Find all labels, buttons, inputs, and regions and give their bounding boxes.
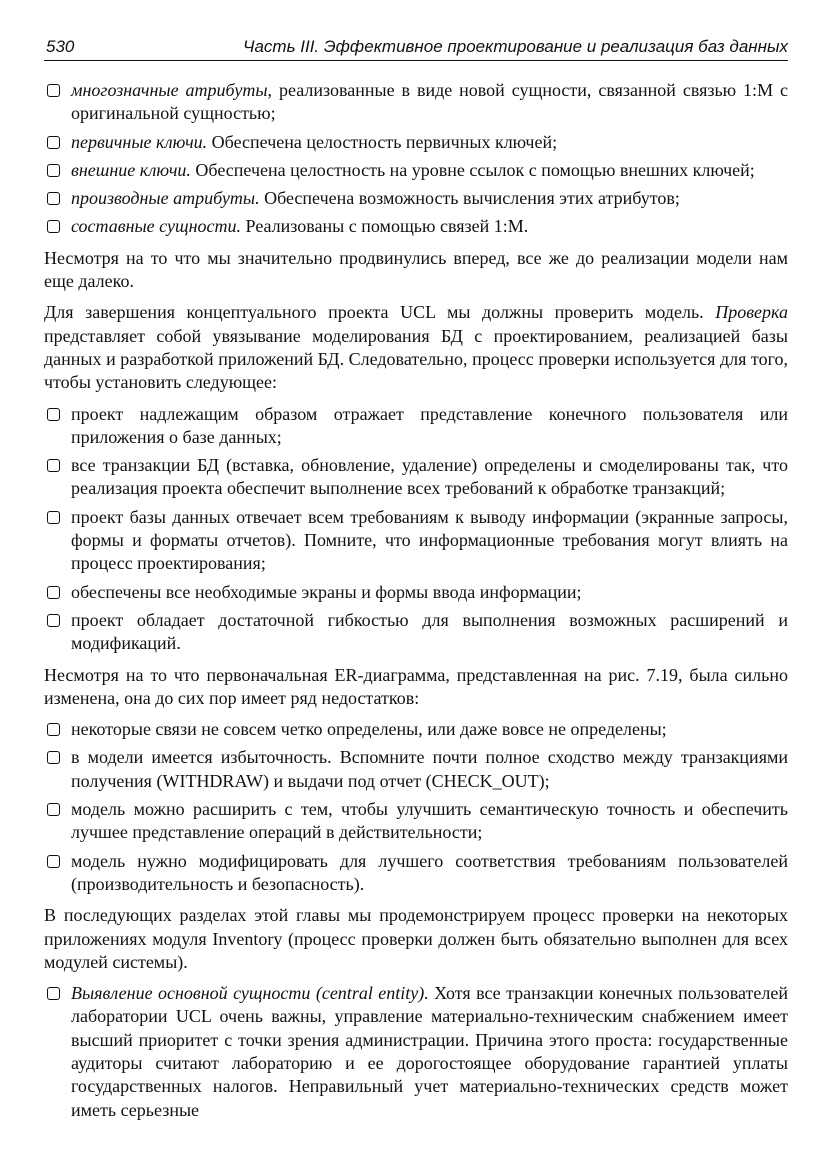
paragraph bbox=[44, 301, 788, 394]
checkbox-bullet-icon bbox=[47, 192, 60, 205]
item-text: , реализованные в виде новой сущности, связанной связью 1:М с оригинальной сущностью; bbox=[71, 80, 788, 124]
paragraph: В последующих разделах этой главы мы продемонстрируем процесс проверки на некоторых приложениях модуля Inventory (процесс проверки должен быть обязательно выполнен для всех модулей системы). bbox=[44, 905, 788, 972]
running-header bbox=[44, 36, 788, 61]
item-text: все транзакции БД (вставка, обновление, удаление) определены и смоделированы так, что реализация проекта обеспечит выполнение всех требований к обработке транзакций; bbox=[71, 455, 788, 499]
checkbox-bullet-icon bbox=[47, 511, 60, 524]
checkbox-bullet-icon bbox=[47, 164, 60, 177]
paragraph-text: Для завершения концептуального проекта UCL мы должны проверить модель. bbox=[44, 302, 716, 323]
list-item bbox=[44, 850, 788, 897]
paragraph-text: представляет собой увязывание моделирования БД с проектированием, реализацией базы данных и разработкой приложений БД. Следовательно, процесс проверки используется для того, чтобы установить следующее: bbox=[44, 325, 788, 393]
shortcomings-list bbox=[44, 718, 788, 896]
item-term: внешние ключи. bbox=[71, 159, 191, 180]
list-item bbox=[44, 403, 788, 450]
list-item bbox=[44, 454, 788, 501]
item-text: некоторые связи не совсем четко определены, или даже вовсе не определены; bbox=[71, 719, 667, 740]
checkbox-bullet-icon bbox=[47, 136, 60, 149]
list-item bbox=[44, 581, 788, 604]
checkbox-bullet-icon bbox=[47, 855, 60, 868]
page-number: 530 bbox=[46, 37, 75, 56]
list-item bbox=[44, 798, 788, 845]
item-text: проект надлежащим образом отражает представление конечного пользователя или приложения о базе данных; bbox=[71, 403, 788, 447]
page-body bbox=[44, 79, 788, 1130]
list-item bbox=[44, 215, 788, 238]
checkbox-bullet-icon bbox=[47, 220, 60, 233]
checkbox-bullet-icon bbox=[47, 586, 60, 599]
verification-list bbox=[44, 403, 788, 656]
checkbox-bullet-icon bbox=[47, 459, 60, 472]
central-entity-list bbox=[44, 982, 788, 1122]
paragraph: Несмотря на то что первоначальная ER-диаграмма, представленная на рис. 7.19, была сильно изменена, она до сих пор имеет ряд недостатков: bbox=[44, 664, 788, 708]
item-text: Хотя все транзакции конечных пользователей лаборатории UCL очень важны, управление материально-техническим снабжением имеет высший приоритет с точки зрения администрации. Причина этого проста: государственные аудиторы считают лабораторию и ее дорогостоящее оборудование гарантией уплаты государственных налогов. Неправильный учет материально-технических средств может иметь серьезные bbox=[71, 983, 788, 1120]
checkbox-bullet-icon bbox=[47, 614, 60, 627]
list-item bbox=[44, 982, 788, 1122]
item-text: Реализованы с помощью связей 1:М. bbox=[241, 216, 529, 237]
list-item bbox=[44, 609, 788, 656]
item-text: проект базы данных отвечает всем требованиям к выводу информации (экранные запросы, формы и форматы отчетов). Помните, что информационные требования могут влиять на процесс проектирования; bbox=[71, 506, 788, 574]
item-text: обеспечены все необходимые экраны и формы ввода информации; bbox=[71, 581, 582, 602]
list-item bbox=[44, 506, 788, 576]
list-item bbox=[44, 131, 788, 154]
list-item bbox=[44, 718, 788, 741]
checkbox-bullet-icon bbox=[47, 751, 60, 764]
item-text: модель можно расширить с тем, чтобы улучшить семантическую точность и обеспечить лучшее представление операций в действительности; bbox=[71, 799, 788, 843]
item-text: модель нужно модифицировать для лучшего соответствия требованиям пользователей (производительность и безопасность). bbox=[71, 850, 788, 894]
item-text: Обеспечена целостность на уровне ссылок с помощью внешних ключей; bbox=[190, 159, 755, 180]
item-term: первичные ключи. bbox=[71, 131, 208, 152]
attribute-list bbox=[44, 79, 788, 239]
list-item bbox=[44, 159, 788, 182]
list-item bbox=[44, 746, 788, 793]
list-item bbox=[44, 79, 788, 126]
item-term: производные атрибуты. bbox=[71, 188, 260, 209]
item-term: Выявление основной сущности (central entity). bbox=[71, 983, 429, 1004]
checkbox-bullet-icon bbox=[47, 723, 60, 736]
item-text: в модели имеется избыточность. Вспомните почти полное сходство между транзакциями получения (WITHDRAW) и выдачи под отчет (CHECK_OUT); bbox=[71, 747, 788, 791]
item-term: составные сущности. bbox=[71, 216, 242, 237]
checkbox-bullet-icon bbox=[47, 987, 60, 1000]
item-term: многозначные атрибуты bbox=[71, 80, 268, 100]
checkbox-bullet-icon bbox=[47, 803, 60, 816]
item-text: проект обладает достаточной гибкостью для выполнения возможных расширений и модификаций. bbox=[71, 609, 788, 654]
item-text: Обеспечена целостность первичных ключей; bbox=[207, 131, 558, 152]
checkbox-bullet-icon bbox=[47, 84, 60, 97]
item-text: Обеспечена возможность вычисления этих атрибутов; bbox=[259, 188, 680, 209]
list-item bbox=[44, 187, 788, 210]
paragraph-term: Проверка bbox=[715, 302, 788, 323]
running-title: Часть III. Эффективное проектирование и реализация баз данных bbox=[243, 37, 788, 56]
checkbox-bullet-icon bbox=[47, 408, 60, 421]
paragraph: Несмотря на то что мы значительно продвинулись вперед, все же до реализации модели нам еще далеко. bbox=[44, 247, 788, 292]
